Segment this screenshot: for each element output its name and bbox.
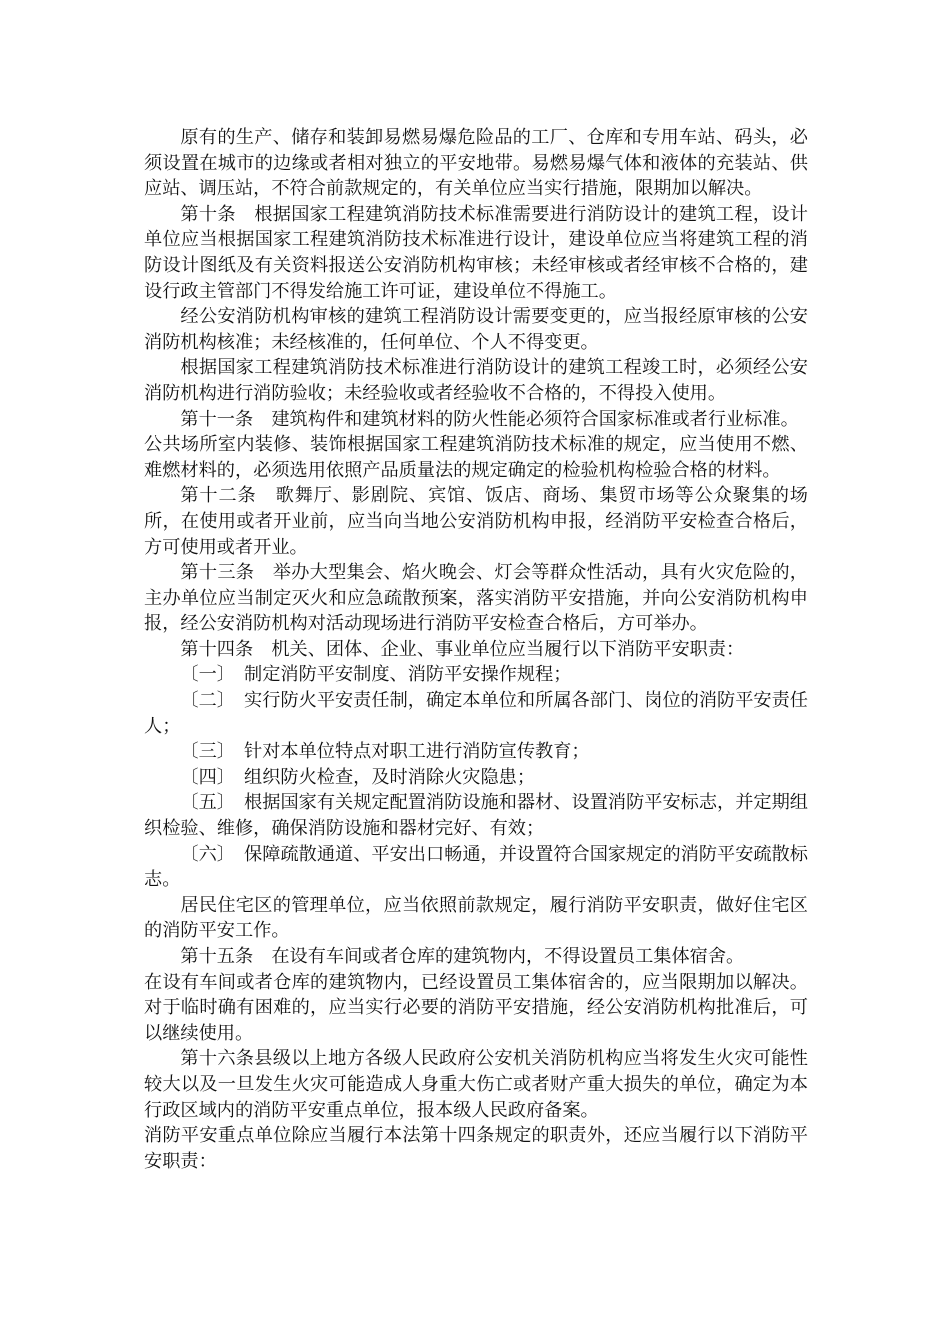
list-item-2: 〔二〕 实行防火平安责任制，确定本单位和所属各部门、岗位的消防平安责任人； [144,690,808,737]
paragraph-key-unit-duties: 消防平安重点单位除应当履行本法第十四条规定的职责外，还应当履行以下消防平安职责： [144,1125,808,1172]
paragraph-design-change: 经公安消防机构审核的建筑工程消防设计需要变更的，应当报经原审核的公安消防机构核准；未经核准的，任何单位、个人不得变更。 [144,306,808,353]
list-item-4: 〔四〕 组织防火检查，及时消除火灾隐患； [180,766,536,788]
paragraph-article-13: 第十三条 举办大型集会、焰火晚会、灯会等群众性活动，具有火灾危险的，主办单位应当制定灭火和应急疏散预案，落实消防平安措施，并向公安消防机构申报，经公安消防机构对活动现场进行消防平安检查合格后，方可举办。 [144,562,808,635]
paragraph-article-11: 第十一条 建筑构件和建筑材料的防火性能必须符合国家标准或者行业标准。 [180,408,799,430]
paragraph-article-12: 第十二条 歌舞厅、影剧院、宾馆、饭店、商场、集贸市场等公众聚集的场所，在使用或者开业前，应当向当地公安消防机构申报，经消防平安检查合格后，方可使用或者开业。 [144,485,808,558]
paragraph-hazardous-facilities: 原有的生产、储存和装卸易燃易爆危险品的工厂、仓库和专用车站、码头，必须设置在城市的边缘或者相对独立的平安地带。易燃易爆气体和液体的充装站、供应站、调压站，不符合前款规定的，有关单位应当实行措施，限期加以解决。 [144,127,808,200]
paragraph-article-16: 第十六条县级以上地方各级人民政府公安机关消防机构应当将发生火灾可能性较大以及一旦发生火灾可能造成人身重大伤亡或者财产重大损失的单位，确定为本行政区域内的消防平安重点单位，报本级人民政府备案。 [144,1048,808,1121]
list-item-1: 〔一〕 制定消防平安制度、消防平安操作规程； [180,664,572,686]
paragraph-existing-dormitory: 在设有车间或者仓库的建筑物内，已经设置员工集体宿舍的，应当限期加以解决。对于临时确有困难的，应当实行必要的消防平安措施，经公安消防机构批准后，可以继续使用。 [144,971,808,1044]
list-item-6: 〔六〕 保障疏散通道、平安出口畅通，并设置符合国家规定的消防平安疏散标志。 [144,843,808,891]
paragraph-article-15: 第十五条 在设有车间或者仓库的建筑物内，不得设置员工集体宿舍。 [180,946,745,967]
paragraph-article-14: 第十四条 机关、团体、企业、事业单位应当履行以下消防平安职责： [180,638,745,660]
list-item-5: 〔五〕 根据国家有关规定配置消防设施和器材、设置消防平安标志，并定期组织检验、维修，确保消防设施和器材完好、有效； [144,792,808,840]
paragraph-public-decoration: 公共场所室内装修、装饰根据国家工程建筑消防技术标准的规定，应当使用不燃、难燃材料的，必须选用依照产品质量法的规定确定的检验机构检验合格的材料。 [144,434,808,481]
list-item-3: 〔三〕 针对本单位特点对职工进行消防宣传教育； [180,741,590,763]
document-page [144,125,808,1174]
paragraph-completion-acceptance: 根据国家工程建筑消防技术标准进行消防设计的建筑工程竣工时，必须经公安消防机构进行消防验收；未经验收或者经验收不合格的，不得投入使用。 [144,357,808,404]
paragraph-article-10: 第十条 根据国家工程建筑消防技术标准需要进行消防设计的建筑工程，设计单位应当根据国家工程建筑消防技术标准进行设计，建设单位应当将建筑工程的消防设计图纸及有关资料报送公安消防机构审核；未经审核或者经审核不合格的，建设行政主管部门不得发给施工许可证，建设单位不得施工。 [144,203,808,302]
paragraph-residential-management: 居民住宅区的管理单位，应当依照前款规定，履行消防平安职责，做好住宅区的消防平安工作。 [144,894,808,942]
